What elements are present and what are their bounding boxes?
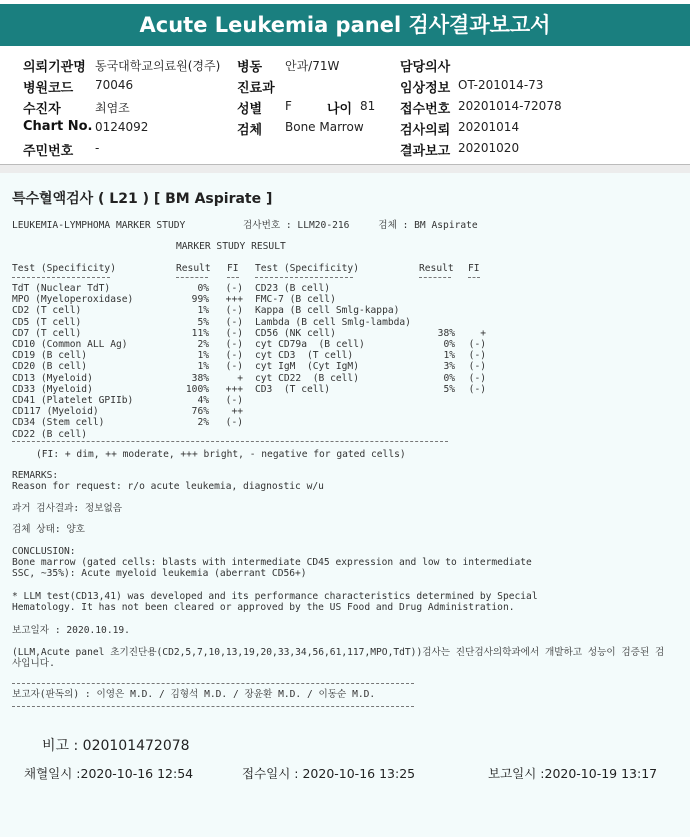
ward-label: 병동 [237, 60, 263, 75]
marker-test-name: CD117 (Myeloid) [12, 406, 99, 418]
marker-test-name: cyt CD3 (T cell) [255, 350, 354, 362]
marker-result: 4% [197, 395, 209, 406]
marker-fluorescence-intensity: (-) [225, 327, 243, 339]
age-value: 81 [360, 99, 376, 113]
study-line: LEUKEMIA-LYMPHOMA MARKER STUDY 검사번호 : LLM20-216 검체 : BM Aspirate [12, 220, 478, 231]
right-header-test: Test (Specificity) [255, 263, 359, 274]
remarks-label: REMARKS: [12, 470, 59, 481]
fi-legend: (FI: + dim, ++ moderate, +++ bright, - negative for gated cells) [36, 449, 406, 460]
marker-result: 38% [437, 327, 455, 339]
study-subtitle: MARKER STUDY RESULT [176, 241, 286, 252]
reporter-rule [12, 683, 414, 684]
marker-result: 2% [197, 417, 209, 429]
marker-test-name: CD41 (Platelet GPIIb) [12, 395, 134, 406]
marker-test-name: CD19 (B cell) [12, 350, 88, 362]
header-underline [12, 277, 110, 278]
marker-test-name: Lambda (B cell Smlg-lambda) [255, 316, 411, 328]
header-underline [176, 277, 208, 278]
header-underline [468, 277, 480, 278]
resident-no-value: - [95, 141, 100, 155]
marker-test-name: cyt CD22 (B cell) [255, 372, 359, 384]
marker-fluorescence-intensity: (-) [225, 283, 243, 294]
marker-result: 99% [191, 294, 209, 306]
conclusion-label: CONCLUSION: [12, 546, 76, 557]
left-header-result: Result [176, 263, 211, 274]
request-label: 검사의뢰 [400, 123, 451, 138]
marker-test-name: TdT (Nuclear TdT) [12, 283, 111, 294]
institution-value: 동국대학교의료원(경주) [95, 59, 221, 73]
marker-fluorescence-intensity: (-) [225, 316, 243, 328]
test-heading: 특수혈액검사 ( L21 ) [ BM Aspirate ] [12, 191, 273, 207]
marker-test-name: FMC-7 (B cell) [255, 294, 336, 306]
conclusion-line: SSC, ~35%): Acute myeloid leukemia (aberrant CD56+) [12, 568, 307, 579]
recipient-value: 최염조 [95, 101, 130, 115]
marker-fluorescence-intensity: (-) [225, 350, 243, 362]
marker-fluorescence-intensity: (-) [468, 372, 486, 384]
marker-result: 38% [191, 372, 209, 384]
right-header-result: Result [419, 263, 454, 274]
accession-value: 20201014-72078 [458, 99, 562, 113]
remarks-text: Reason for request: r/o acute leukemia, diagnostic w/u [12, 481, 324, 492]
marker-test-name: CD3 (T cell) [255, 383, 331, 395]
marker-test-name: CD34 (Stem cell) [12, 417, 105, 429]
marker-test-name: CD56 (NK cell) [255, 327, 336, 339]
marker-result: 1% [197, 361, 209, 373]
marker-fluorescence-intensity: +++ [225, 294, 243, 306]
reporter-rule [12, 706, 414, 707]
reported-time: 보고일시 :2020-10-19 13:17 [488, 766, 658, 781]
hospital-code-label: 병원코드 [23, 81, 74, 96]
previous-result: 과거 검사결과: 정보없음 [12, 503, 123, 514]
marker-result: 2% [197, 339, 209, 350]
received-time: 접수일시 : 2020-10-16 13:25 [242, 766, 416, 781]
specimen-status: 검체 상태: 양호 [12, 524, 85, 535]
marker-result: 0% [443, 372, 455, 384]
marker-fluorescence-intensity: (-) [225, 339, 243, 350]
marker-test-name: cyt CD79a (B cell) [255, 339, 365, 350]
marker-result: 76% [191, 406, 209, 418]
marker-result: 11% [191, 327, 209, 339]
marker-test-name: cyt IgM (Cyt IgM) [255, 361, 359, 373]
report-date-value: 20201020 [458, 141, 520, 155]
marker-test-name: CD2 (T cell) [12, 305, 82, 317]
marker-result: 100% [185, 383, 209, 395]
dept-label: 진료과 [237, 81, 275, 96]
right-header-fi: FI [468, 263, 480, 274]
marker-test-name: CD5 (T cell) [12, 316, 82, 328]
chart-no-value: 0124092 [95, 120, 149, 134]
marker-result: 3% [443, 361, 455, 373]
marker-result: 1% [197, 305, 209, 317]
header-underline [419, 277, 451, 278]
table-end-rule [12, 441, 448, 442]
clinical-info-label: 임상정보 [400, 81, 451, 96]
conclusion-line: Bone marrow (gated cells: blasts with intermediate CD45 expression and low to intermediate [12, 557, 532, 568]
disclaimer-line: 사입니다. [12, 658, 55, 669]
sex-label: 성별 [237, 102, 263, 117]
marker-fluorescence-intensity: (-) [468, 339, 486, 350]
hospital-code-value: 70046 [95, 78, 134, 92]
specimen-label: 검체 [237, 123, 263, 138]
marker-test-name: CD20 (B cell) [12, 361, 88, 373]
chart-no-label: Chart No. [23, 119, 93, 134]
specimen-value: Bone Marrow [285, 120, 364, 134]
marker-fluorescence-intensity: + [480, 327, 486, 339]
marker-result: 5% [197, 316, 209, 328]
llm-note-line: Hematology. It has not been cleared or approved by the US Food and Drug Administration. [12, 602, 515, 613]
accession-label: 접수번호 [400, 102, 451, 117]
marker-test-name: CD23 (B cell) [255, 283, 331, 294]
marker-fluorescence-intensity: (-) [468, 361, 486, 373]
marker-fluorescence-intensity: (-) [225, 305, 243, 317]
report-date-label: 결과보고 [400, 144, 451, 159]
report-title: Acute Leukemia panel 검사결과보고서 [0, 4, 690, 46]
reporters-line: 보고자(판독의) : 이영은 M.D. / 김형석 M.D. / 장윤환 M.D. / 이동순 M.D. [12, 689, 376, 700]
age-label: 나이 [327, 102, 353, 117]
marker-result: 0% [197, 283, 209, 294]
marker-test-name: CD10 (Common ALL Ag) [12, 339, 128, 350]
resident-no-label: 주민번호 [23, 144, 74, 159]
remark-number: 비고 : 020101472078 [42, 738, 190, 754]
sex-value: F [285, 99, 292, 113]
clinical-info-value: OT-201014-73 [458, 78, 544, 92]
marker-test-name: CD22 (B cell) [12, 428, 88, 440]
marker-test-name: MPO (Myeloperoxidase) [12, 294, 134, 306]
marker-fluorescence-intensity: (-) [468, 383, 486, 395]
marker-fluorescence-intensity: + [237, 372, 243, 384]
header-underline [255, 277, 353, 278]
header-underline [227, 277, 239, 278]
marker-result: 1% [197, 350, 209, 362]
llm-note-line: * LLM test(CD13,41) was developed and its performance characteristics determined by Special [12, 591, 538, 602]
left-header-test: Test (Specificity) [12, 263, 116, 274]
marker-fluorescence-intensity: (-) [225, 395, 243, 406]
doctor-label: 담당의사 [400, 60, 451, 75]
left-header-fi: FI [227, 263, 239, 274]
marker-result: 5% [443, 383, 455, 395]
marker-result: 1% [443, 350, 455, 362]
patient-info-panel [0, 48, 690, 163]
report-date-line: 보고일자 : 2020.10.19. [12, 625, 130, 636]
marker-fluorescence-intensity: (-) [225, 361, 243, 373]
marker-test-name: CD33 (Myeloid) [12, 383, 93, 395]
disclaimer-line: (LLM,Acute panel 초기진단용(CD2,5,7,10,13,19,20,33,34,56,61,117,MPO,TdT))검사는 진단검사의학과에서 개발하고 성능이 검증된 검 [12, 647, 665, 658]
ward-value: 안과/71W [285, 59, 340, 73]
marker-result: 0% [443, 339, 455, 350]
marker-test-name: Kappa (B cell Smlg-kappa) [255, 305, 400, 317]
report-body [0, 173, 690, 837]
recipient-label: 수진자 [23, 102, 61, 117]
request-value: 20201014 [458, 120, 520, 134]
marker-fluorescence-intensity: +++ [225, 383, 243, 395]
marker-fluorescence-intensity: (-) [225, 417, 243, 429]
marker-fluorescence-intensity: ++ [231, 406, 243, 418]
marker-fluorescence-intensity: (-) [468, 350, 486, 362]
collected-time: 채혈일시 :2020-10-16 12:54 [24, 766, 194, 781]
institution-label: 의뢰기관명 [23, 60, 86, 75]
marker-test-name: CD7 (T cell) [12, 327, 82, 339]
marker-test-name: CD13 (Myeloid) [12, 372, 93, 384]
